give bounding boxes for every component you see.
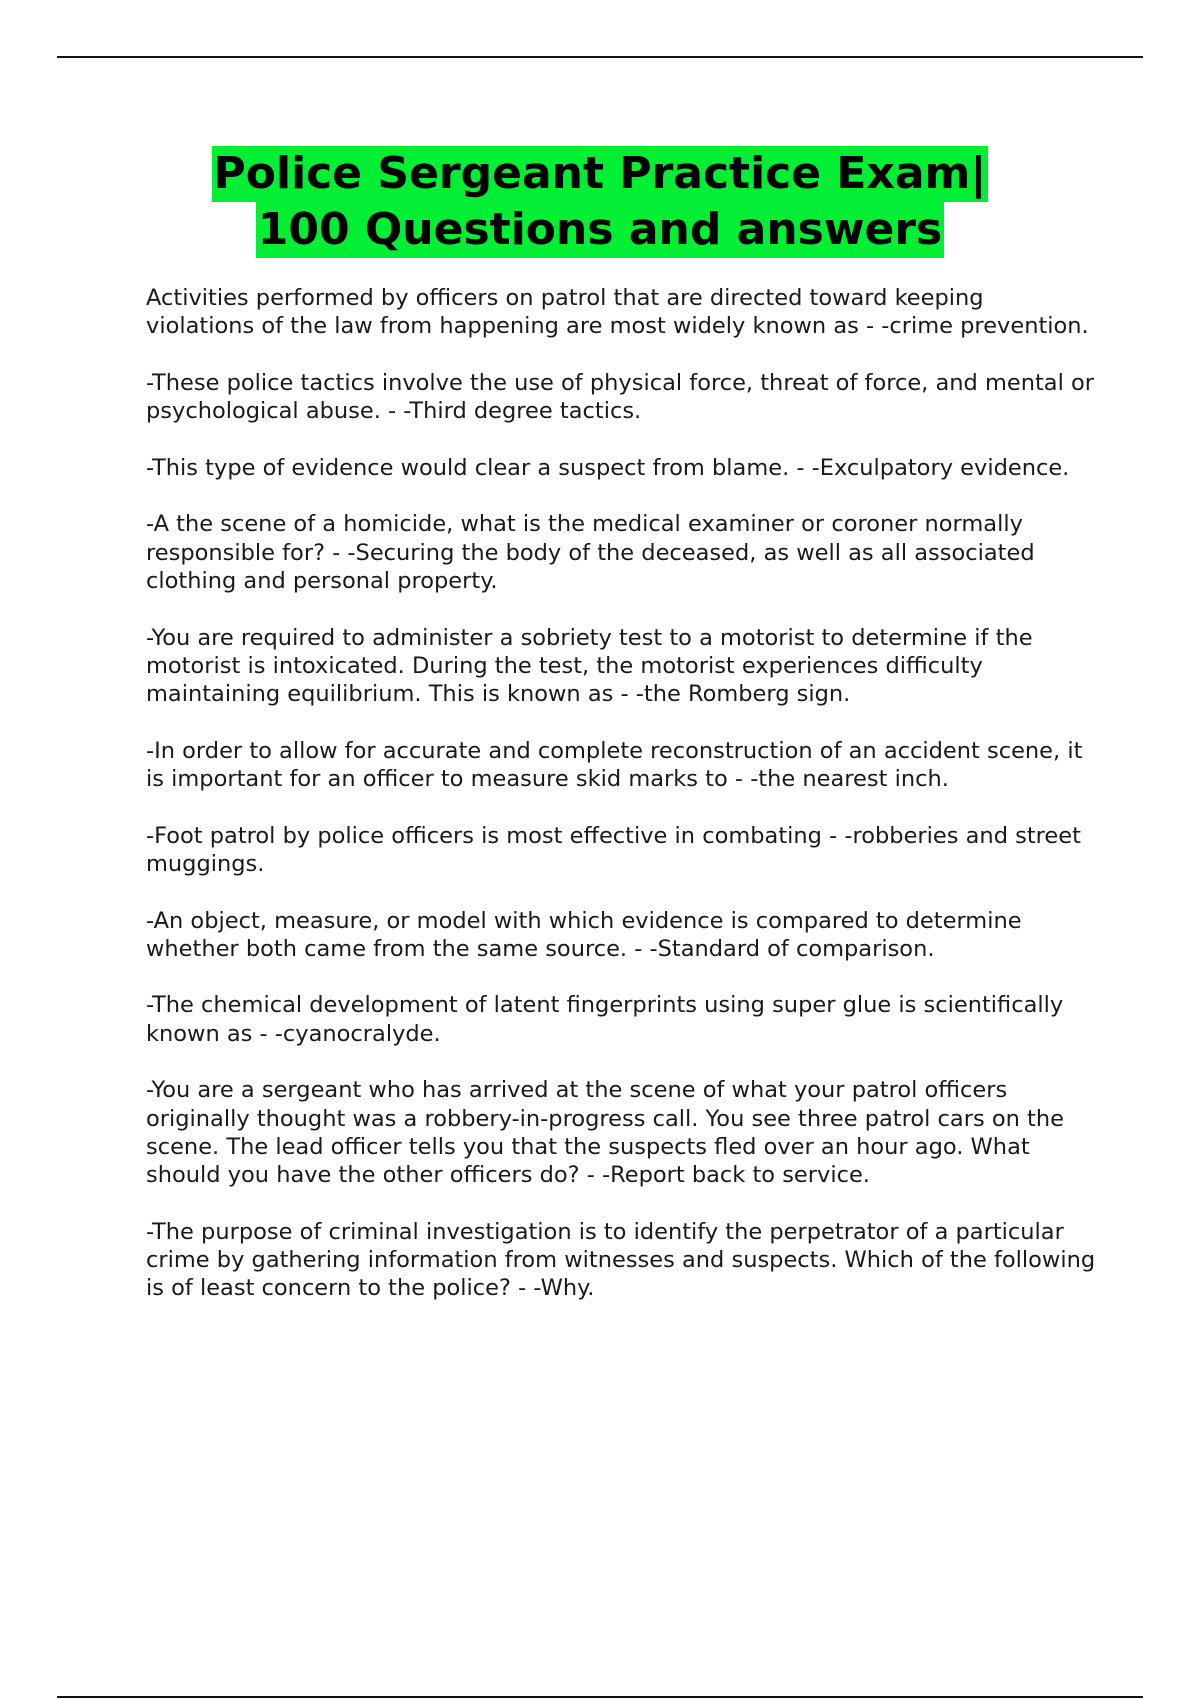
qa-item: -An object, measure, or model with which evidence is compared to determine whether both came from the same source. - -Standard of comparison. bbox=[146, 907, 1022, 962]
qa-item: -The purpose of criminal investigation is to identify the perpetrator of a particular crime by gathering information from witnesses and suspects. Which of the following is of least concern to the police? - -Why. bbox=[146, 1218, 1096, 1302]
bottom-rule bbox=[57, 1696, 1143, 1698]
qa-item: -This type of evidence would clear a suspect from blame. - -Exculpatory evidence. bbox=[146, 454, 1070, 481]
title-line-1: Police Sergeant Practice Exam| bbox=[212, 146, 989, 202]
qa-item: -Foot patrol by police officers is most effective in combating - -robberies and street muggings. bbox=[146, 822, 1081, 877]
qa-item: -A the scene of a homicide, what is the medical examiner or coroner normally responsible for? - -Securing the body of the deceased, as well as all associated clothing and personal property. bbox=[146, 511, 1035, 594]
document-title bbox=[0, 146, 1200, 258]
top-rule bbox=[57, 56, 1143, 58]
qa-item: -You are a sergeant who has arrived at the scene of what your patrol officers originally thought was a robbery-in-progress call. You see three patrol cars on the scene. The lead officer tells you that the suspects fled over an hour ago. What should you have the other officers do? - -Report back to service. bbox=[146, 1077, 1064, 1189]
qa-item: -You are required to administer a sobriety test to a motorist to determine if the motorist is intoxicated. During the test, the motorist experiences difficulty maintaining equilibrium. This is known as - -the Romberg sign. bbox=[146, 624, 1033, 708]
qa-item: -The chemical development of latent fingerprints using super glue is scientifically known as - -cyanocralyde. bbox=[146, 992, 1064, 1047]
qa-item: Activities performed by officers on patrol that are directed toward keeping violations of the law from happening are most widely known as - -crime prevention. bbox=[146, 285, 1089, 340]
qa-item: -In order to allow for accurate and complete reconstruction of an accident scene, it is important for an officer to measure skid marks to - -the nearest inch. bbox=[146, 737, 1083, 793]
title-line-2: 100 Questions and answers bbox=[256, 202, 945, 258]
qa-list bbox=[146, 284, 1096, 1331]
qa-item: -These police tactics involve the use of physical force, threat of force, and mental or psychological abuse. - -Third degree tactics. bbox=[146, 369, 1095, 425]
